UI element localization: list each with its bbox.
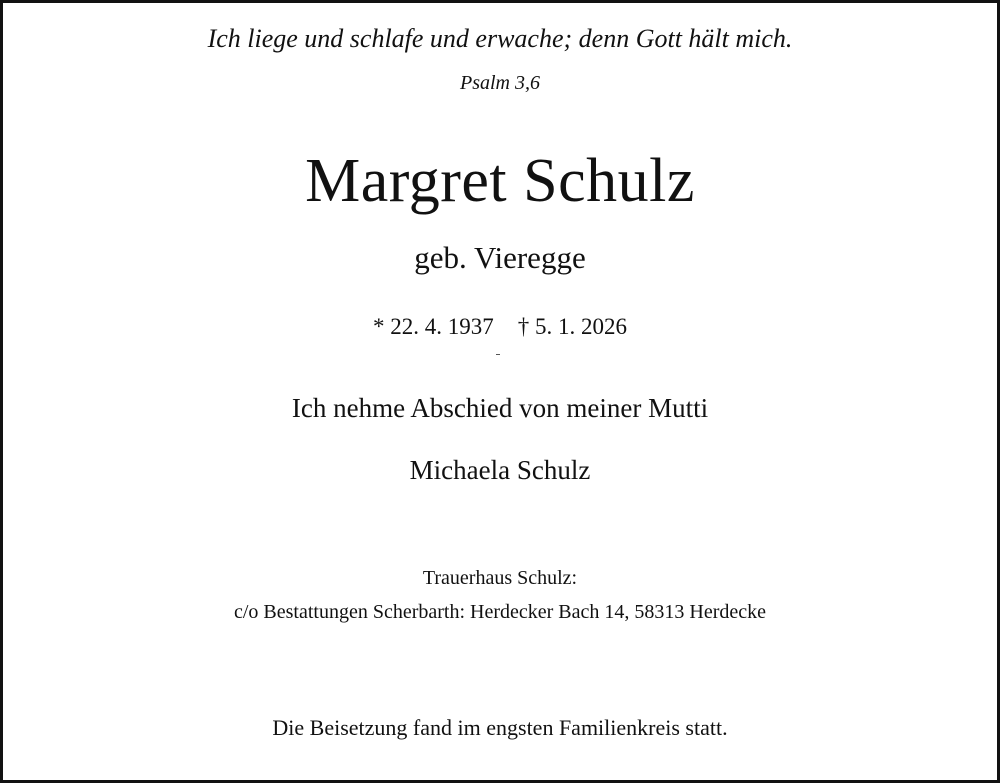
mourning-house-label: Trauerhaus Schulz: [422,567,578,589]
life-dates [0,314,1000,340]
mourner-name: Michaela Schulz [409,455,591,485]
psalm-reference: Psalm 3,6 [460,72,540,94]
maiden-name: geb. Vieregge [414,240,586,275]
burial-notice: Die Beisetzung fand im engsten Familienkreis statt. [272,715,728,740]
deceased-name: Margret Schulz [305,147,695,215]
small-dash-mark [496,354,500,355]
birth-date: * 22. 4. 1937 [373,314,494,339]
mourning-house-address: c/o Bestattungen Scherbarth: Herdecker Bach 14, 58313 Herdecke [233,601,767,623]
psalm-quote: Ich liege und schlafe und erwache; denn Gott hält mich. [207,24,793,53]
farewell-text: Ich nehme Abschied von meiner Mutti [291,393,709,423]
death-date: † 5. 1. 2026 [517,314,627,339]
